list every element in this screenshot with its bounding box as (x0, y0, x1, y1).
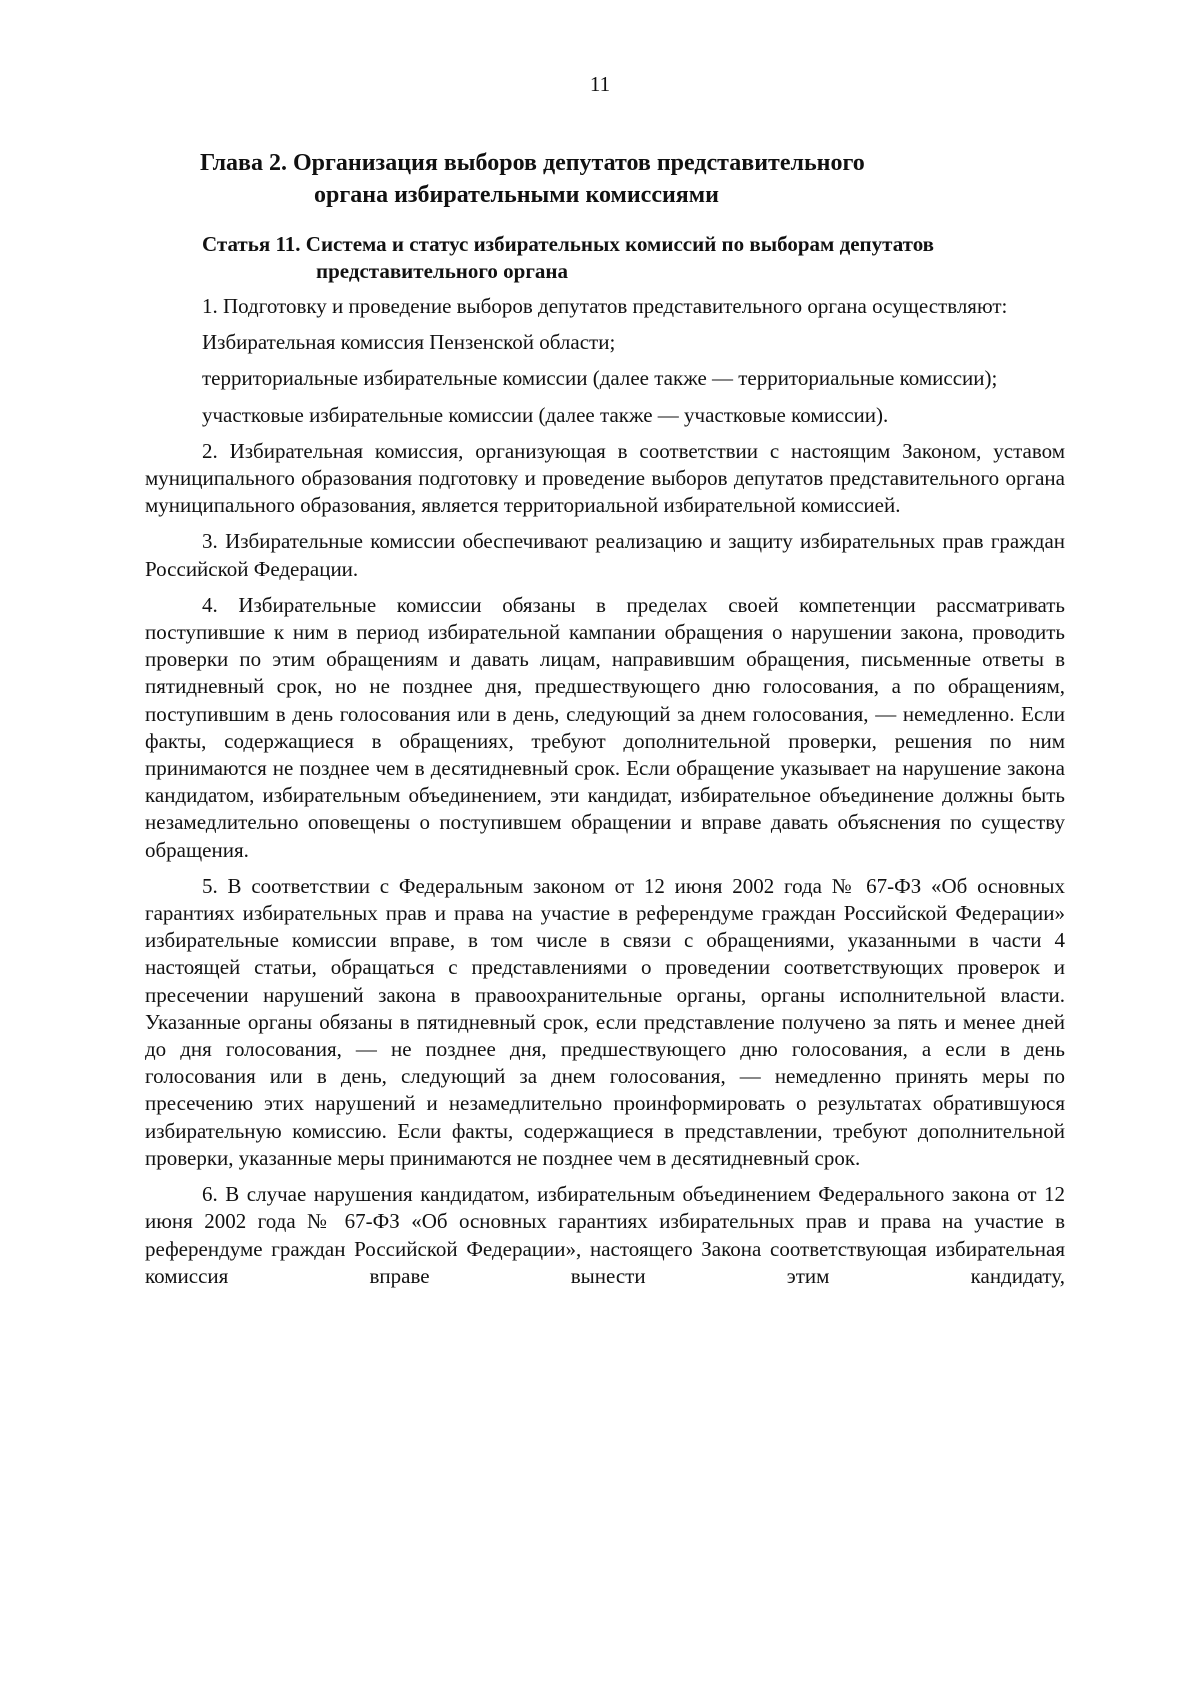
chapter-title (200, 147, 1065, 211)
page-number: 11 (589, 72, 611, 96)
article-title (202, 231, 1065, 285)
paragraph-1: 1. Подготовку и проведение выборов депутатов представительного органа осуществляют: (202, 294, 1008, 318)
paragraph-3: 3. Избирательные комиссии обеспечивают реализацию и защиту избирательных прав граждан Российской Федерации. (145, 529, 1065, 581)
paragraph-4: 4. Избирательные комиссии обязаны в пределах своей компетенции рассматривать поступившие к ним в период избирательной кампании обращения о нарушении закона, проводить проверки по этим обращениям и давать лицам, направившим обращения, письменные ответы в пятидневный срок, но не позднее дня, предшествующего дню голосования, а по обращениям, поступившим в день голосования или в день, следующий за днем голосования, — немедленно. Если факты, содержащиеся в обращениях, требуют дополнительной проверки, решения по ним принимаются не позднее чем в десятидневный срок. Если обращение указывает на нарушение закона кандидатом, избирательным объединением, эти кандидат, избирательное объединение должны быть незамедлительно оповещены о поступившем обращении и вправе давать объяснения по существу обращения. (145, 592, 1065, 862)
chapter-title-line1: Глава 2. Организация выборов депутатов представительного (200, 150, 865, 176)
paragraph-6: 6. В случае нарушения кандидатом, избирательным объединением Федерального закона от 12 июня 2002 года № 67-ФЗ «Об основных гарантиях избирательных прав и права на участие в референдуме граждан Российской Федерации», настоящего Закона соответствующая избирательная комиссия вправе вынести этим кандидату, (145, 1182, 1065, 1288)
list-item-precinct-commissions: участковые избирательные комиссии (далее также — участковые комиссии). (202, 402, 889, 427)
article-title-line1: Статья 11. Система и статус избирательных комиссий по выборам депутатов (202, 232, 935, 256)
list-item-territorial-commissions: территориальные избирательные комиссии (далее также — территориальные комиссии); (202, 366, 998, 391)
page-content (145, 147, 1065, 1299)
paragraph-5: 5. В соответствии с Федеральным законом от 12 июня 2002 года № 67-ФЗ «Об основных гарантиях избирательных прав и права на участие в референдуме граждан Российской Федерации» избирательные комиссии вправе, в том числе в связи с обращениями, указанными в части 4 настоящей статьи, обращаться с представлениями о проведении соответствующих проверок и пресечении нарушений закона в правоохранительные органы, органы исполнительной власти. Указанные органы обязаны в пятидневный срок, если представление получено за пять и менее дней до дня голосования, — не позднее дня, предшествующего дню голосования, а если в день голосования или в день, следующий за днем голосования, — немедленно принять меры по пресечению этих нарушений и незамедлительно проинформировать о результатах обратившуюся избирательную комиссию. Если факты, содержащиеся в представлении, требуют дополнительной проверки, указанные меры принимаются не позднее чем в десятидневный срок. (145, 873, 1065, 1170)
article-title-line2: представительного органа (316, 259, 568, 283)
paragraph-2: 2. Избирательная комиссия, организующая в соответствии с настоящим Законом, уставом муниципального образования подготовку и проведение выборов депутатов представительного органа муниципального образования, является территориальной избирательной комиссией. (145, 438, 1065, 518)
list-item-regional-commission: Избирательная комиссия Пензенской области; (202, 330, 616, 355)
chapter-title-line2: органа избирательными комиссиями (314, 182, 719, 208)
